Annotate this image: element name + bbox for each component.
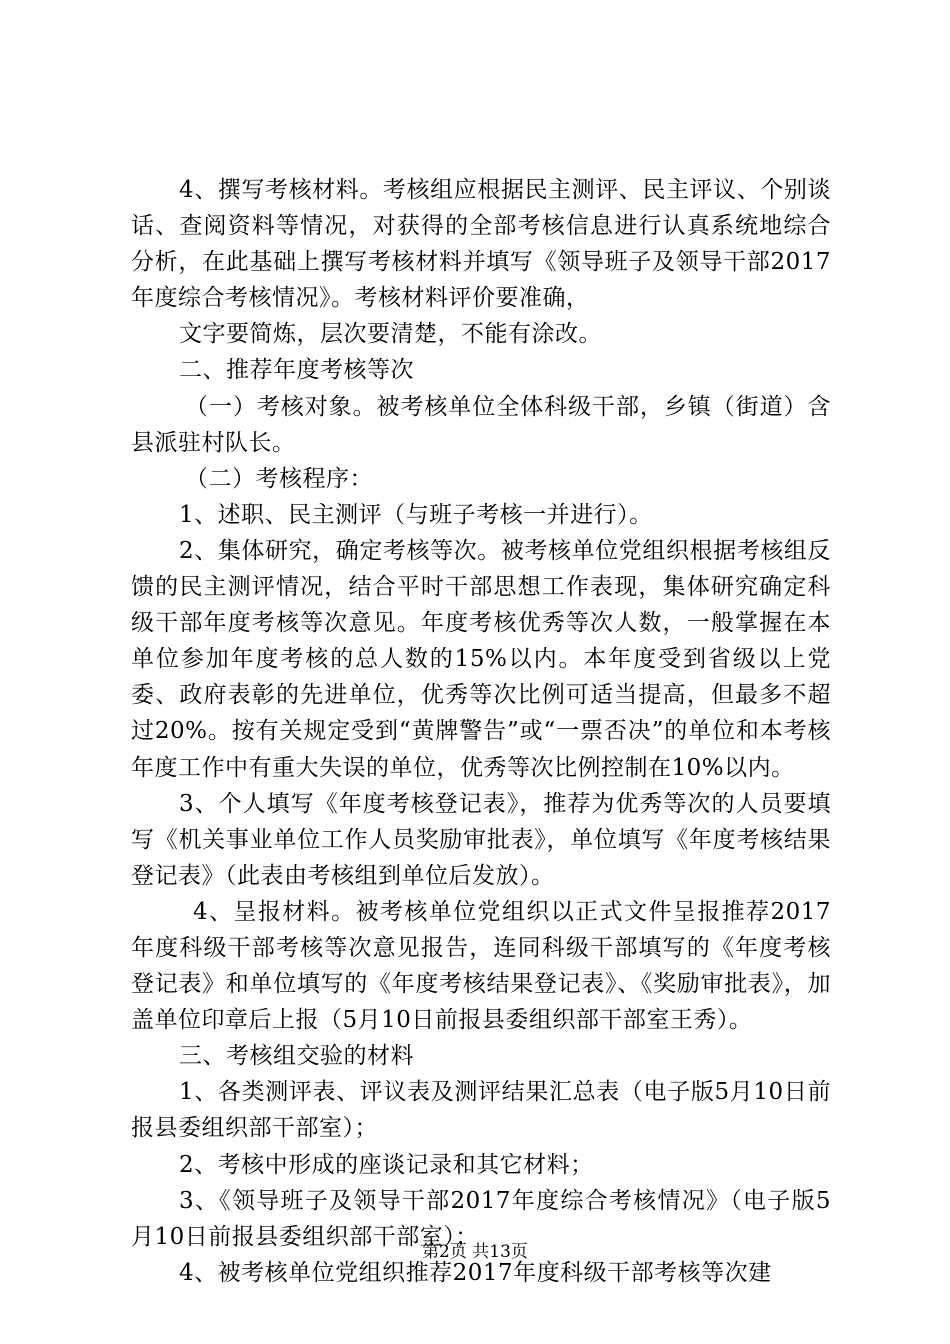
paragraph-item-4-submit-materials: 4、呈报材料。被考核单位党组织以正式文件呈报推荐2017年度科级干部考核等次意见报告，连同科级干部填写的《年度考核登记表》和单位填写的《年度考核结果登记表》、《奖励审批表》，加盖单位印章后上报（5月10日前报县委组织部干部室王秀）。 — [131, 898, 831, 1034]
paragraph-materials-item-1: 1、各类测评表、评议表及测评结果汇总表（电子版5月10日前报县委组织部干部室）； — [131, 1079, 831, 1142]
paragraph-item-1-report: 1、述职、民主测评（与班子考核一并进行）。 — [179, 501, 653, 528]
page-number-footer: 第2页 共13页 — [422, 1242, 528, 1262]
paragraph-item-2-collective-study: 2、集体研究，确定考核等次。被考核单位党组织根据考核组反馈的民主测评情况，结合平时干部思想工作表现，集体研究确定科级干部年度考核等次意见。年度考核优秀等次人数，一般掌握在本单位参加年度考核的总人数的15%以内。本年度受到省级以上党委、政府表彰的先进单位，优秀等次比例可适当提高，但最多不超过20%。按有关规定受到“黄牌警告”或“一票否决”的单位和本考核年度工作中有重大失误的单位，优秀等次比例控制在10%以内。 — [131, 537, 831, 781]
section-heading-2: 二、推荐年度考核等次 — [179, 357, 414, 384]
paragraph-materials-item-3: 3、《领导班子及领导干部2017年度综合考核情况》（电子版5月10日前报县委组织部干部室）； — [131, 1187, 831, 1250]
paragraph-text-requirements: 文字要简炼，层次要清楚，不能有涂改。 — [179, 321, 602, 348]
paragraph-materials-item-2: 2、考核中形成的座谈记录和其它材料； — [179, 1151, 594, 1178]
paragraph-item-3-personal-forms: 3、个人填写《年度考核登记表》，推荐为优秀等次的人员要填写《机关事业单位工作人员奖励审批表》，单位填写《年度考核结果登记表》（此表由考核组到单位后发放）。 — [131, 790, 831, 889]
paragraph-materials-item-4: 4、被考核单位党组织推荐2017年度科级干部考核等次建 — [179, 1259, 772, 1286]
paragraph-item-4-write-materials: 4、撰写考核材料。考核组应根据民主测评、民主评议、个别谈话、查阅资料等情况，对获得的全部考核信息进行认真系统地综合分析，在此基础上撰写考核材料并填写《领导班子及领导干部2017年度综合考核情况》。考核材料评价要准确， — [131, 177, 831, 312]
document-body — [131, 172, 831, 1291]
subheading-assessment-procedure: （二）考核程序： — [185, 465, 373, 492]
paragraph-assessment-targets: （一）考核对象。被考核单位全体科级干部，乡镇（街道）含县派驻村队长。 — [131, 393, 831, 456]
section-heading-3: 三、考核组交验的材料 — [179, 1043, 414, 1070]
